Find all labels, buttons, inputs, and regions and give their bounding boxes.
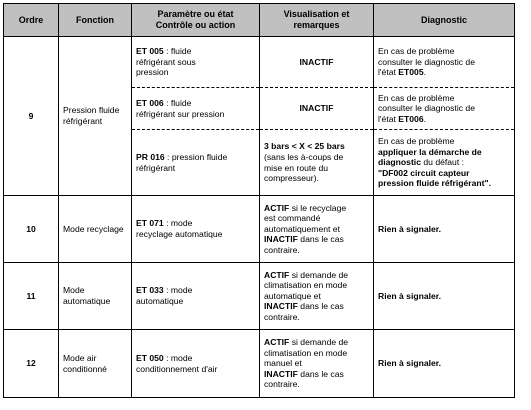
parametre-cell xyxy=(132,37,260,88)
visualisation-line xyxy=(264,234,369,245)
diagnostic-cell xyxy=(374,263,515,330)
diagnostic-code: ET006 xyxy=(398,113,424,124)
diagnostic-line: En cas de problème xyxy=(378,136,455,147)
header-diagnostic: Diagnostic xyxy=(374,4,515,37)
visualisation-line: (sans les à-coups de xyxy=(264,151,344,162)
header-parametre-line2: Contrôle ou action xyxy=(155,20,236,30)
parametre-cell xyxy=(132,330,260,398)
diagnostic-text: Rien à signaler. xyxy=(378,290,442,301)
visualisation-range: 3 bars < X < 25 bars xyxy=(264,141,345,152)
visualisation-bold: ACTIF xyxy=(264,269,290,280)
parametre-text: : fluide xyxy=(163,97,192,108)
visualisation-text: si demande de xyxy=(289,337,349,348)
visualisation-line: compresseur). xyxy=(264,173,319,184)
header-fonction: Fonction xyxy=(59,4,132,37)
visualisation-line: contraire. xyxy=(264,311,300,322)
diagnostic-code: ET005 xyxy=(398,67,424,78)
visualisation-cell xyxy=(260,196,374,263)
visualisation-text: si demande de xyxy=(289,269,349,280)
parametre-line xyxy=(136,152,255,163)
parametre-code: PR 016 xyxy=(136,151,165,162)
parametre-line xyxy=(136,285,255,296)
diagnostic-line: "DF002 circuit capteur xyxy=(378,167,470,178)
visualisation-bold: ACTIF xyxy=(264,202,290,213)
table-row xyxy=(4,37,515,88)
parametre-line: réfrigérant sous xyxy=(136,56,196,67)
header-visualisation xyxy=(260,4,374,37)
parametre-text: : pression fluide xyxy=(164,151,228,162)
ordre-cell: 12 xyxy=(4,330,59,398)
visualisation-bold: ACTIF xyxy=(264,337,290,348)
visualisation-cell xyxy=(260,330,374,398)
parametre-code: ET 050 xyxy=(136,352,164,363)
visualisation-line xyxy=(264,369,369,380)
visualisation-line xyxy=(264,270,369,281)
visualisation-line: manuel et xyxy=(264,358,302,369)
header-parametre-line1: Paramètre ou état xyxy=(157,9,234,19)
parametre-text: : mode xyxy=(163,218,193,229)
parametre-cell xyxy=(132,263,260,330)
parametre-line xyxy=(136,218,255,229)
visualisation-text: si le recyclage xyxy=(289,202,347,213)
diagnostic-table xyxy=(3,3,515,398)
diagnostic-text: . xyxy=(423,67,426,78)
fonction-line: Pression fluide xyxy=(63,105,120,116)
diagnostic-line: En cas de problème xyxy=(378,46,455,57)
diagnostic-line: consulter le diagnostic de xyxy=(378,103,475,114)
parametre-line: recyclage automatique xyxy=(136,229,223,239)
fonction-line: réfrigérant xyxy=(63,116,103,126)
parametre-text: : mode xyxy=(163,285,193,296)
parametre-line: conditionnement d'air xyxy=(136,363,218,374)
parametre-cell xyxy=(132,196,260,263)
table-row xyxy=(4,330,515,398)
diagnostic-cell xyxy=(374,330,515,398)
diagnostic-line: En cas de problème xyxy=(378,92,455,103)
diagnostic-text: du défaut : xyxy=(420,157,464,168)
fonction-cell: Mode automatique xyxy=(59,263,132,330)
fonction-cell xyxy=(59,330,132,398)
visualisation-cell xyxy=(260,130,374,196)
visualisation-bold: INACTIF xyxy=(264,301,298,312)
diagnostic-line: pression fluide réfrigérant". xyxy=(378,178,491,189)
ordre-cell: 11 xyxy=(4,263,59,330)
parametre-text: : fluide xyxy=(163,46,192,57)
table-row xyxy=(4,263,515,330)
visualisation-cell xyxy=(260,263,374,330)
parametre-code: ET 006 xyxy=(136,97,164,108)
diagnostic-cell xyxy=(374,130,515,196)
parametre-cell xyxy=(132,88,260,130)
visualisation-line: automatiquement et xyxy=(264,223,340,234)
visualisation-text: dans le cas xyxy=(297,301,344,312)
diagnostic-line xyxy=(378,157,510,168)
visualisation-line: est commandé xyxy=(264,213,321,224)
diagnostic-line xyxy=(378,114,510,125)
parametre-code: ET 071 xyxy=(136,218,164,229)
ordre-cell: 10 xyxy=(4,196,59,263)
visualisation-text: dans le cas xyxy=(297,368,344,379)
parametre-text: : mode xyxy=(163,352,193,363)
parametre-cell xyxy=(132,130,260,196)
visualisation-cell: INACTIF xyxy=(260,37,374,88)
diagnostic-bold: diagnostic xyxy=(378,157,421,168)
visualisation-line: automatique et xyxy=(264,290,321,301)
visualisation-line xyxy=(264,203,369,214)
header-row xyxy=(4,4,515,37)
ordre-cell: 9 xyxy=(4,37,59,196)
diagnostic-cell xyxy=(374,37,515,88)
diagnostic-line xyxy=(378,67,510,78)
visualisation-line xyxy=(264,301,369,312)
diagnostic-cell xyxy=(374,196,515,263)
header-visualisation-line2: remarques xyxy=(293,20,340,30)
visualisation-bold: INACTIF xyxy=(264,234,298,245)
visualisation-bold: INACTIF xyxy=(264,368,298,379)
parametre-code: ET 033 xyxy=(136,285,164,296)
parametre-line: automatique xyxy=(136,296,184,306)
fonction-line: conditionné xyxy=(63,363,107,374)
diagnostic-text: l'état xyxy=(378,67,399,78)
visualisation-line: contraire. xyxy=(264,379,300,390)
visualisation-cell: INACTIF xyxy=(260,88,374,130)
fonction-cell: Mode recyclage xyxy=(59,196,132,263)
visualisation-line: contraire. xyxy=(264,244,300,255)
diagnostic-text: Rien à signaler. xyxy=(378,358,442,369)
header-parametre xyxy=(132,4,260,37)
parametre-code: ET 005 xyxy=(136,46,164,57)
parametre-line xyxy=(136,98,255,109)
parametre-line: réfrigérant xyxy=(136,162,176,173)
visualisation-line: climatisation en mode xyxy=(264,347,348,358)
parametre-line xyxy=(136,46,255,57)
diagnostic-line: consulter le diagnostic de xyxy=(378,56,475,67)
diagnostic-text: Rien à signaler. xyxy=(378,223,442,234)
diagnostic-text: l'état xyxy=(378,113,399,124)
parametre-line: réfrigérant sur pression xyxy=(136,108,225,119)
table-row xyxy=(4,196,515,263)
fonction-line: Mode air xyxy=(63,352,97,363)
parametre-line xyxy=(136,353,255,364)
diagnostic-line: appliquer la démarche de xyxy=(378,146,482,157)
visualisation-line xyxy=(264,337,369,348)
visualisation-line: mise en route du xyxy=(264,162,329,173)
visualisation-line: climatisation en mode xyxy=(264,280,348,291)
diagnostic-text: . xyxy=(423,113,426,124)
header-visualisation-line1: Visualisation et xyxy=(283,9,350,19)
visualisation-text: dans le cas xyxy=(297,234,344,245)
diagnostic-cell xyxy=(374,88,515,130)
header-ordre: Ordre xyxy=(4,4,59,37)
parametre-line: pression xyxy=(136,67,169,78)
fonction-cell xyxy=(59,37,132,196)
